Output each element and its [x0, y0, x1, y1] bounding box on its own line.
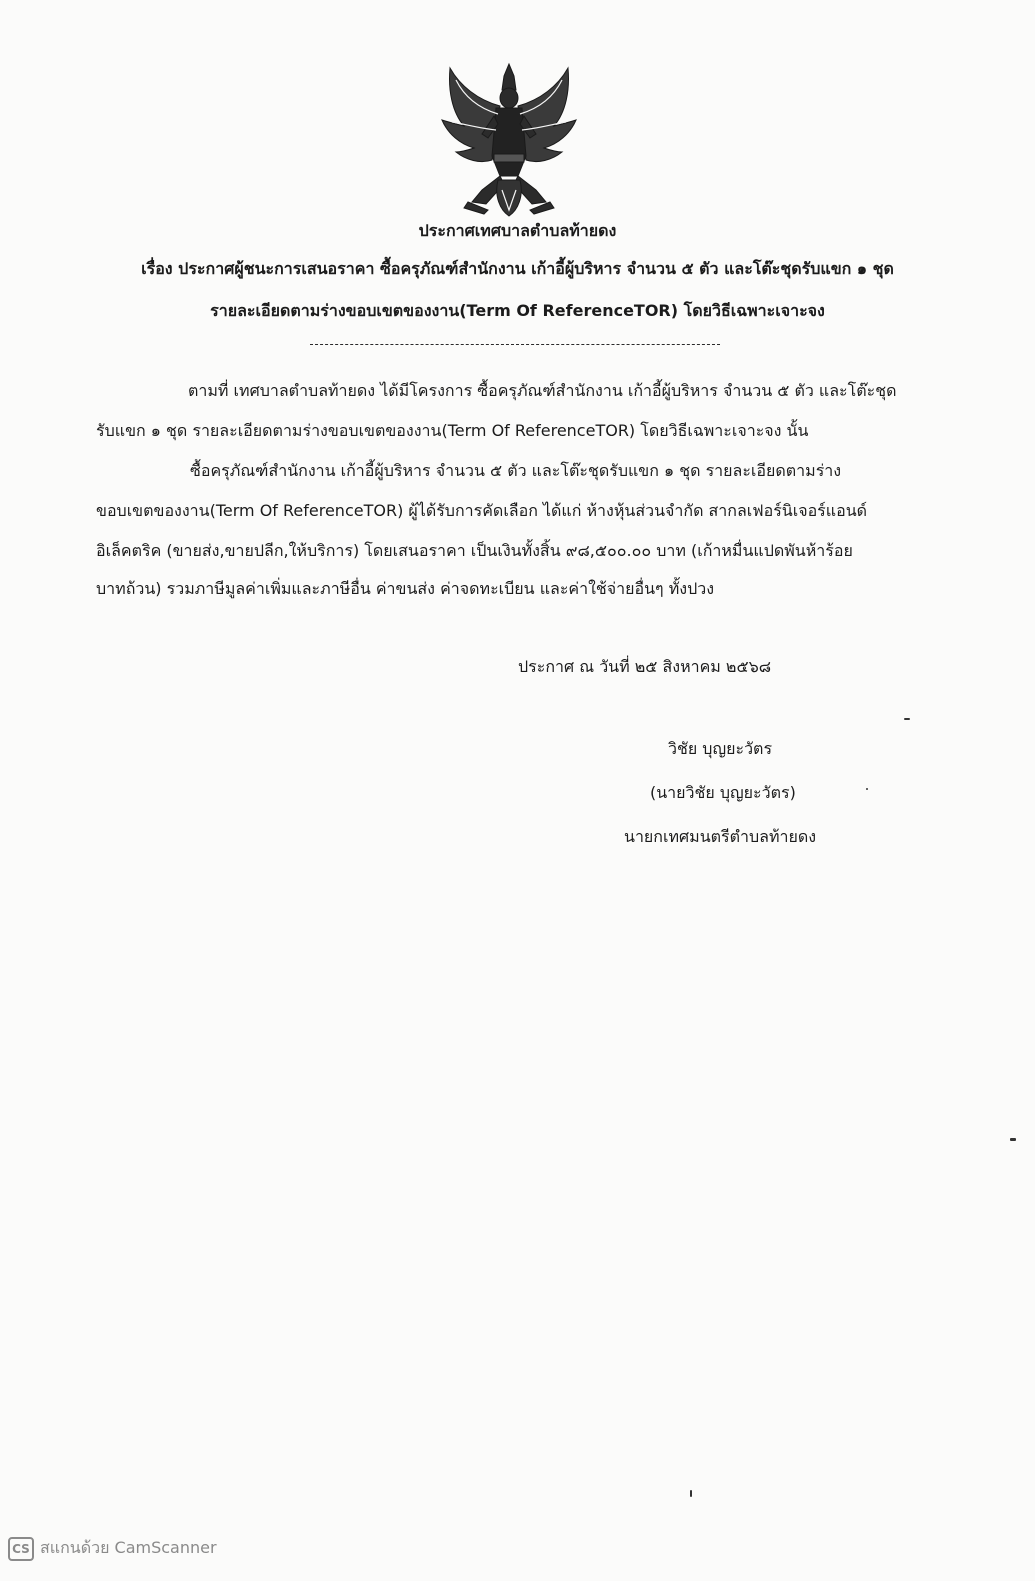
printed-name: (นายวิชัย บุญยะวัตร): [650, 783, 796, 802]
scan-speck: [904, 718, 910, 720]
paragraph-2-line-1: ซื้อครุภัณฑ์สำนักงาน เก้าอี้ผู้บริหาร จำนวน ๕ ตัว และโต๊ะชุดรับแขก ๑ ชุด รายละเอียดตามร่าง: [190, 461, 842, 480]
announce-date: ประกาศ ณ วันที่ ๒๕ สิงหาคม ๒๕๖๘: [518, 657, 772, 676]
signed-name: วิชัย บุญยะวัตร: [668, 739, 773, 758]
paragraph-2-line-3: อิเล็คตริค (ขายส่ง,ขายปลีก,ให้บริการ) โดยเสนอราคา เป็นเงินทั้งสิ้น ๙๘,๕๐๐.๐๐ บาท (เก้าหมื่นแปดพันห้าร้อย: [96, 541, 853, 560]
camscanner-watermark: [8, 1536, 217, 1561]
document-issuer: ประกาศเทศบาลตำบลท้ายดง: [418, 221, 617, 240]
paragraph-2-line-2: ขอบเขตของงาน(Term Of ReferenceTOR) ผู้ได้รับการคัดเลือก ได้แก่ ห้างหุ้นส่วนจำกัด สากลเฟอร์นิเจอร์แอนด์: [96, 501, 868, 520]
watermark-text: สแกนด้วย CamScanner: [40, 1538, 217, 1557]
scan-speck: [690, 1490, 692, 1497]
paragraph-1-line-1: ตามที่ เทศบาลตำบลท้ายดง ได้มีโครงการ ซื้อครุภัณฑ์สำนักงาน เก้าอี้ผู้บริหาร จำนวน ๕ ตัว และโต๊ะชุด: [188, 381, 897, 400]
subject-line-1: เรื่อง ประกาศผู้ชนะการเสนอราคา ซื้อครุภัณฑ์สำนักงาน เก้าอี้ผู้บริหาร จำนวน ๕ ตัว และโต๊ะชุดรับแขก ๑ ชุด: [141, 259, 894, 278]
subject-line-2: รายละเอียดตามร่างขอบเขตของงาน(Term Of ReferenceTOR) โดยวิธีเฉพาะเจาะจง: [210, 301, 825, 320]
scan-speck: [1010, 1138, 1016, 1141]
paragraph-1-line-2: รับแขก ๑ ชุด รายละเอียดตามร่างขอบเขตของงาน(Term Of ReferenceTOR) โดยวิธีเฉพาะเจาะจง นั้น: [96, 421, 809, 440]
garuda-emblem-icon: [438, 60, 580, 218]
divider: [310, 344, 720, 345]
scan-speck: [866, 788, 868, 790]
camscanner-logo-icon: CS: [8, 1537, 34, 1561]
paragraph-2-line-4: บาทถ้วน) รวมภาษีมูลค่าเพิ่มและภาษีอื่น ค่าขนส่ง ค่าจดทะเบียน และค่าใช้จ่ายอื่นๆ ทั้งปวง: [96, 579, 715, 598]
signer-position: นายกเทศมนตรีตำบลท้ายดง: [624, 827, 817, 846]
